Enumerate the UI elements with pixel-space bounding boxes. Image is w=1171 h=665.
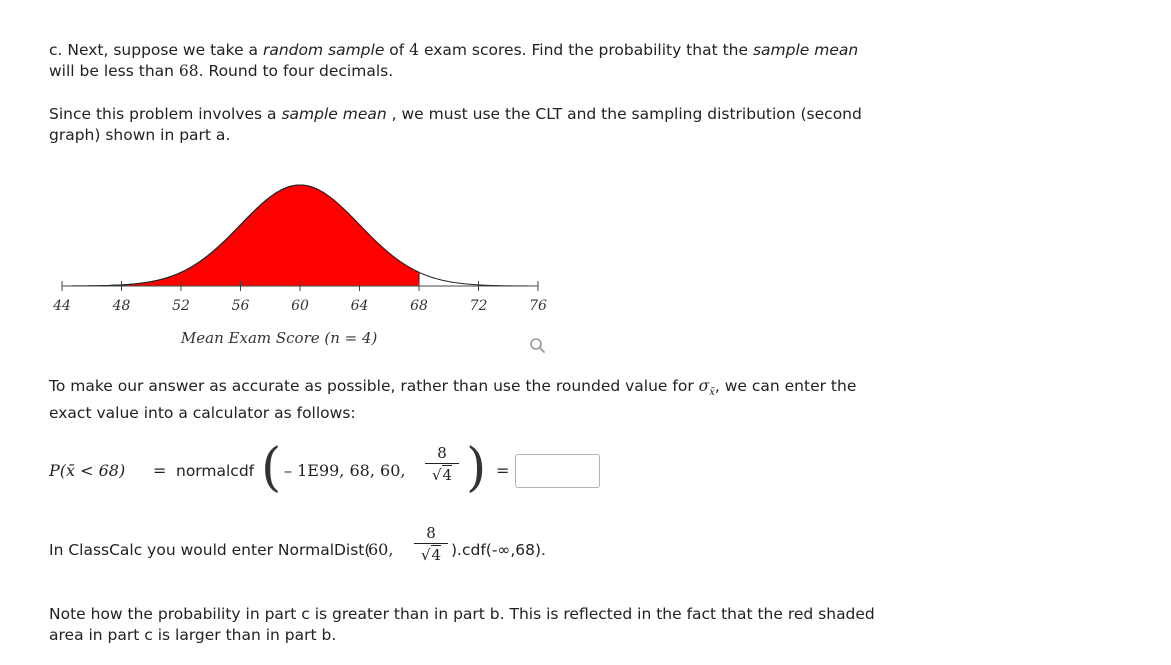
normalcdf-arguments: – 1E99, 68, 60,: [284, 461, 406, 480]
fraction-bar: [414, 543, 448, 544]
sampling-distribution-chart: [40, 170, 560, 365]
normalcdf-function: normalcdf: [176, 462, 255, 480]
equals-sign: =: [153, 461, 167, 480]
x-tick-label: 60: [291, 298, 309, 314]
sqrt-symbol: √4: [420, 546, 442, 564]
question-text: will be less than: [49, 62, 179, 80]
comparison-text: area in part c is larger than in part b.: [49, 626, 337, 644]
accuracy-text: , we can enter the: [714, 377, 857, 395]
answer-input[interactable]: [515, 454, 600, 488]
left-paren: (: [261, 438, 282, 498]
x-tick-label: 72: [469, 298, 488, 314]
probability-expression: P(x̄ < 68): [49, 461, 126, 480]
shaded-region: [62, 185, 419, 286]
x-axis-tick-labels: [52, 298, 547, 314]
classcalc-text: ).cdf(-∞,68).: [451, 541, 546, 559]
accuracy-text: To make our answer as accurate as possible, rather than use the rounded value for: [49, 377, 699, 395]
equals-sign: =: [496, 461, 510, 480]
x-tick-label: 44: [53, 298, 71, 314]
fraction-denominator: [414, 546, 448, 564]
explanation-paragraph: [49, 104, 909, 146]
explanation-text: Since this problem involves a: [49, 105, 282, 123]
question-paragraph: [49, 40, 949, 82]
fraction-numerator: 8: [437, 444, 447, 462]
accuracy-paragraph: [49, 376, 929, 424]
explanation-text: , we must use the CLT and the sampling distribution (second: [386, 105, 862, 123]
threshold-value: 68: [178, 62, 199, 80]
sqrt-symbol: √4: [431, 466, 453, 484]
classcalc-fraction: [414, 524, 448, 564]
x-tick-label: 48: [112, 298, 131, 314]
explanation-text: graph) shown in part a.: [49, 126, 231, 144]
sigma-subscript: x̄: [709, 387, 715, 399]
comparison-text: Note how the probability in part c is greater than in part b. This is reflected in the fact that the red shaded: [49, 605, 875, 623]
question-text: of: [384, 41, 410, 59]
x-tick-label: 52: [172, 298, 190, 314]
random-sample-term: random sample: [262, 41, 385, 59]
x-tick-label: 68: [410, 298, 428, 314]
x-axis-label: Mean Exam Score (n = 4): [180, 329, 378, 347]
classcalc-text: In ClassCalc you would enter NormalDist(: [49, 541, 371, 559]
sigma-symbol: σ: [698, 377, 710, 395]
accuracy-text: exact value into a calculator as follows:: [49, 404, 356, 423]
comparison-paragraph: [49, 604, 949, 646]
sample-mean-term: sample mean: [281, 105, 387, 123]
fraction-denominator: [425, 466, 459, 484]
fraction-bar: [425, 463, 459, 464]
x-tick-label: 76: [529, 298, 547, 314]
question-text: . Round to four decimals.: [198, 62, 394, 80]
right-paren: ): [466, 438, 487, 498]
sample-size-value: 4: [409, 41, 420, 59]
sample-mean-term: sample mean: [752, 41, 859, 59]
sqrt-radicand: 4: [442, 466, 453, 484]
sqrt-radicand: 4: [431, 546, 442, 564]
x-tick-label: 64: [350, 298, 369, 314]
question-text: exam scores. Find the probability that the: [419, 41, 753, 59]
x-tick-label: 56: [231, 298, 250, 314]
question-text: c. Next, suppose we take a: [49, 41, 263, 59]
classcalc-mean: 60,: [368, 540, 394, 559]
fraction-numerator: 8: [426, 524, 436, 542]
std-error-fraction: [425, 444, 459, 484]
magnify-icon[interactable]: [531, 339, 544, 352]
